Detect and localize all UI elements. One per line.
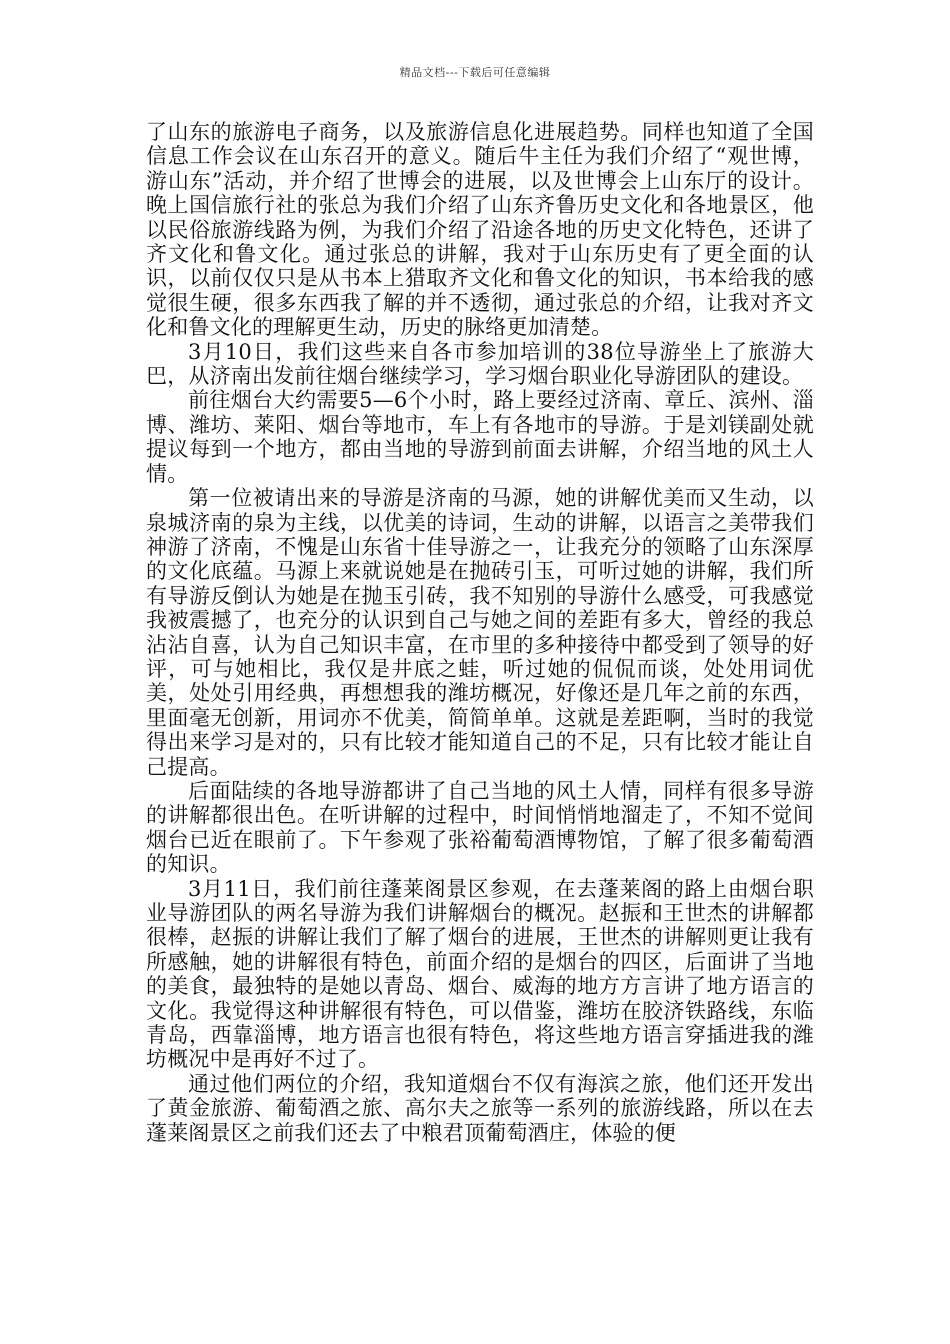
paragraph-2: 3月10日，我们这些来自各市参加培训的38位导游坐上了旅游大巴，从济南出发前往烟台继续学习，学习烟台职业化导游团队的建设。 xyxy=(146,339,814,389)
paragraph-3: 前往烟台大约需要5—6个小时，路上要经过济南、章丘、滨州、淄博、潍坊、莱阳、烟台等地市，车上有各地市的导游。于是刘镁副处就提议每到一个地方，都由当地的导游到前面去讲解，介绍当地的风土人情。 xyxy=(146,388,814,486)
paragraph-7: 通过他们两位的介绍，我知道烟台不仅有海滨之旅，他们还开发出了黄金旅游、葡萄酒之旅、高尔夫之旅等一系列的旅游线路，所以在去蓬莱阁景区之前我们还去了中粮君顶葡萄酒庄，体验的便 xyxy=(146,1071,814,1145)
paragraph-4: 第一位被请出来的导游是济南的马源，她的讲解优美而又生动，以泉城济南的泉为主线，以优美的诗词，生动的讲解，以语言之美带我们神游了济南，不愧是山东省十佳导游之一，让我充分的领略了山东深厚的文化底蕴。马源上来就说她是在抛砖引玉，可听过她的讲解，我们所有导游反倒认为她是在抛玉引砖，我不知别的导游什么感受，可我感觉我被震撼了，也充分的认识到自己与她之间的差距有多大，曾经的我总沾沾自喜，认为自己知识丰富，在市里的多种接待中都受到了领导的好评，可与她相比，我仅是井底之蛙，听过她的侃侃而谈，处处用词优美，处处引用经典，再想想我的潍坊概况，好像还是几年之前的东西，里面毫无创新，用词亦不优美，简简单单。这就是差距啊，当时的我觉得出来学习是对的，只有比较才能知道自己的不足，只有比较才能让自己提高。 xyxy=(146,486,814,779)
paragraph-6: 3月11日，我们前往蓬莱阁景区参观，在去蓬莱阁的路上由烟台职业导游团队的两名导游为我们讲解烟台的概况。赵振和王世杰的讲解都很棒，赵振的讲解让我们了解了烟台的进展，王世杰的讲解则更让我有所感触，她的讲解很有特色，前面介绍的是烟台的四区，后面讲了当地的美食，最独特的是她以青岛、烟台、威海的地方方言讲了地方语言的文化。我觉得这种讲解很有特色，可以借鉴，潍坊在胶济铁路线，东临青岛，西靠淄博，地方语言也很有特色，将这些地方语言穿插进我的潍坊概况中是再好不过了。 xyxy=(146,876,814,1072)
paragraph-1: 了山东的旅游电子商务，以及旅游信息化进展趋势。同样也知道了全国信息工作会议在山东召开的意义。随后牛主任为我们介绍了“观世博，游山东”活动，并介绍了世博会的进展，以及世博会上山东厅的设计。晚上国信旅行社的张总为我们介绍了山东齐鲁历史文化和各地景区，他以民俗旅游线路为例，为我们介绍了沿途各地的历史文化特色，还讲了齐文化和鲁文化。通过张总的讲解，我对于山东历史有了更全面的认识，以前仅仅只是从书本上猎取齐文化和鲁文化的知识，书本给我的感觉很生硬，很多东西我了解的并不透彻，通过张总的介绍，让我对齐文化和鲁文化的理解更生动，历史的脉络更加清楚。 xyxy=(146,120,814,340)
document-body xyxy=(146,120,814,1145)
page-header: 精品文档---下载后可任意编辑 xyxy=(399,66,551,79)
paragraph-5: 后面陆续的各地导游都讲了自己当地的风土人情，同样有很多导游的讲解都很出色。在听讲解的过程中，时间悄悄地溜走了，不知不觉间烟台已近在眼前了。下午参观了张裕葡萄酒博物馆，了解了很多葡萄酒的知识。 xyxy=(146,778,814,877)
